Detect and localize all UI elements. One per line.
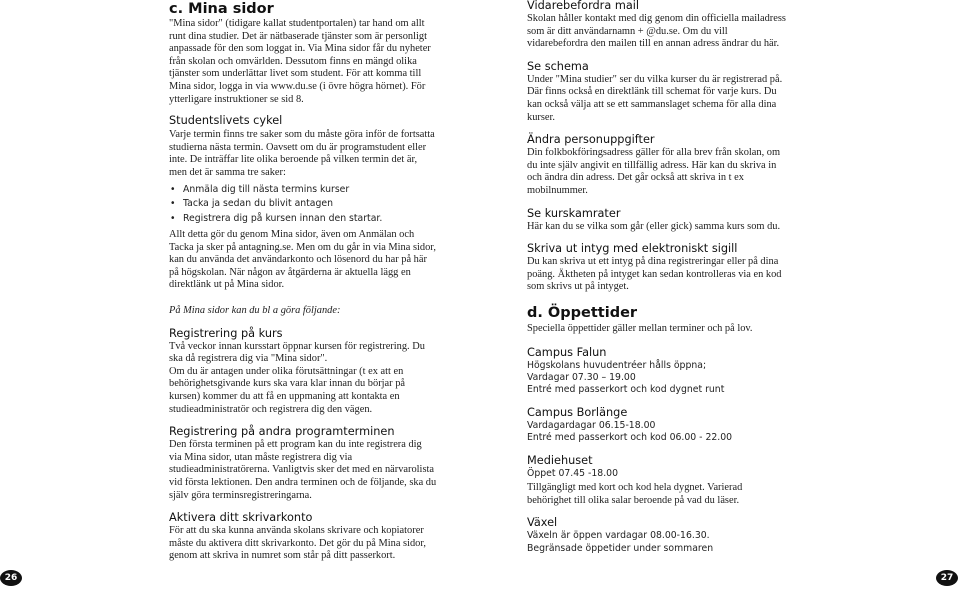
heading-campus-falun: Campus Falun: [527, 345, 607, 359]
cycle-after-paragraph: Allt detta gör du genom Mina sidor, även om Anmälan och Tacka ja sker på antagning.se. Men om du går in via Mina sidor, kan du använda det användarkonto och lösenord du har på här på högskolan. När någon av åtgärderna är aktuella lägg en direktlänk ut på Mina sidor.: [169, 229, 436, 291]
heading-personal-details: Ändra personuppgifter: [527, 133, 655, 147]
section-title-opening-hours: d. Öppettider: [527, 304, 638, 321]
heading-forward-mail: Vidarebefordra mail: [527, 0, 640, 12]
list-item: • Tacka ja sedan du blivit antagen: [169, 197, 437, 212]
mediehuset-paragraph: Tillgängligt med kort och kod hela dygnet. Varierad behörighet till olika salar beroende på vad du läser.: [527, 481, 743, 506]
certificate-paragraph: Du kan skriva ut ett intyg på dina registreringar eller på dina poäng. Äktheten på intyget kan sedan kontrolleras via en kod som skrivs ut på intyget.: [527, 256, 782, 293]
intro-paragraph: "Mina sidor" (tidigare kallat studentportalen) tar hand om allt runt dina studier. Det är nätbaserade tjänster som är personligt anpassade för den som loggat in. Via Mina sidor får du nyheter från skolan och omvärlden. Dessutom finns en mängd olika tjänster som underlättar livet som student. För att komma till Mina sidor, logga in via www.du.se (i övre högra hörnet). För ytterligare instruktioner se sid 8.: [169, 18, 431, 105]
heading-classmates: Se kurskamrater: [527, 206, 621, 220]
cycle-bullet-list: [169, 183, 437, 227]
heading-course-registration: Registrering på kurs: [169, 326, 283, 340]
switchboard-line-1: Växeln är öppen vardagar 08.00-16.30.: [527, 530, 710, 542]
can-do-intro: På Mina sidor kan du bl a göra följande:: [169, 305, 341, 316]
switchboard-line-2: Begränsade öppetider under sommaren: [527, 542, 714, 554]
heading-student-cycle: Studentslivets cykel: [169, 114, 283, 128]
schedule-paragraph: Under "Mina studier" ser du vilka kurser du är registrerad på. Där finns också en direktlänk till schemat för varje kurs. Du kan också välja att se ett sammanslaget schema för alla dina kurser.: [527, 73, 783, 123]
printer-account-paragraph: För att du ska kunna använda skolans skrivare och kopiatorer måste du aktivera ditt skrivarkonto. Det gör du på Mina sidor, genom att skriva in numret som står på ditt passerkort.: [169, 525, 426, 562]
heading-switchboard: Växel: [527, 516, 558, 530]
list-item: • Anmäla dig till nästa termins kurser: [169, 183, 437, 198]
borlange-line-1: Vardagardagar 06.15-18.00: [527, 419, 656, 431]
right-page-column: [527, 0, 789, 555]
course-registration-paragraph-2: Om du är antagen under olika förutsättningar (t ex att en behörighetsgivande kurs ska vara klar innan du börjar på kursen) kommer du att få en uppmaning att kontakta en studieadministratör och registrera dig den vägen.: [169, 365, 406, 415]
heading-other-term-registration: Registrering på andra programterminen: [169, 425, 395, 439]
course-registration-paragraph-1: Två veckor innan kursstart öppnar kursen för registrering. Du ska då registrera dig via "Mina sidor".: [169, 340, 425, 365]
personal-details-paragraph: Din folkbokföringsadress gäller för alla brev från skolan, om du inte själv angivit en tillfällig adress. Här kan du skriva in och ändra din adress. Det går också att skriva in t ex mobilnummer.: [527, 147, 781, 196]
forward-mail-paragraph: Skolan håller kontakt med dig genom din officiella mailadress som är ditt användarnamn + @du.se. Om du vill vidarebefordra den mailen till en annan adress ändrar du här.: [527, 13, 786, 50]
heading-schedule: Se schema: [527, 59, 589, 73]
opening-hours-intro: Speciella öppettider gäller mellan terminer och på lov.: [527, 322, 753, 334]
heading-certificate: Skriva ut intyg med elektroniskt sigill: [527, 242, 738, 256]
list-item: • Registrera dig på kursen innan den startar.: [169, 212, 437, 227]
heading-campus-borlange: Campus Borlänge: [527, 405, 628, 419]
page-number-left: 26: [0, 570, 22, 586]
heading-printer-account: Aktivera ditt skrivarkonto: [169, 511, 313, 525]
falun-line-2: Vardagar 07.30 – 19.00: [527, 371, 636, 383]
classmates-paragraph: Här kan du se vilka som går (eller gick) samma kurs som du.: [527, 220, 781, 232]
borlange-line-2: Entré med passerkort och kod 06.00 - 22.00: [527, 432, 733, 444]
cycle-paragraph: Varje termin finns tre saker som du måste göra inför de fortsatta studierna nästa termin. Oavsett om du är programstudent eller inte. De inträffar lite olika beroende på vilken termin det är, men det är samma tre saker:: [169, 129, 435, 178]
section-title-mina-sidor: c. Mina sidor: [169, 1, 274, 17]
page-number-right: 27: [936, 570, 958, 586]
other-term-registration-paragraph: Den första terminen på ett program kan du inte registrera dig via Mina sidor, utan måste registrera dig via studieadministratörerna. Vanligtvis sker det med en närvarolista vid första lektionen. Den andra terminen och de följande, ska du själv göra terminsregistreringarna.: [169, 439, 437, 501]
heading-mediehuset: Mediehuset: [527, 453, 593, 467]
left-page-column: [169, 0, 437, 563]
falun-line-3: Entré med passerkort och kod dygnet runt: [527, 384, 725, 396]
falun-line-1: Högskolans huvudentréer hålls öppna;: [527, 359, 707, 371]
mediehuset-line-1: Öppet 07.45 -18.00: [527, 467, 618, 479]
